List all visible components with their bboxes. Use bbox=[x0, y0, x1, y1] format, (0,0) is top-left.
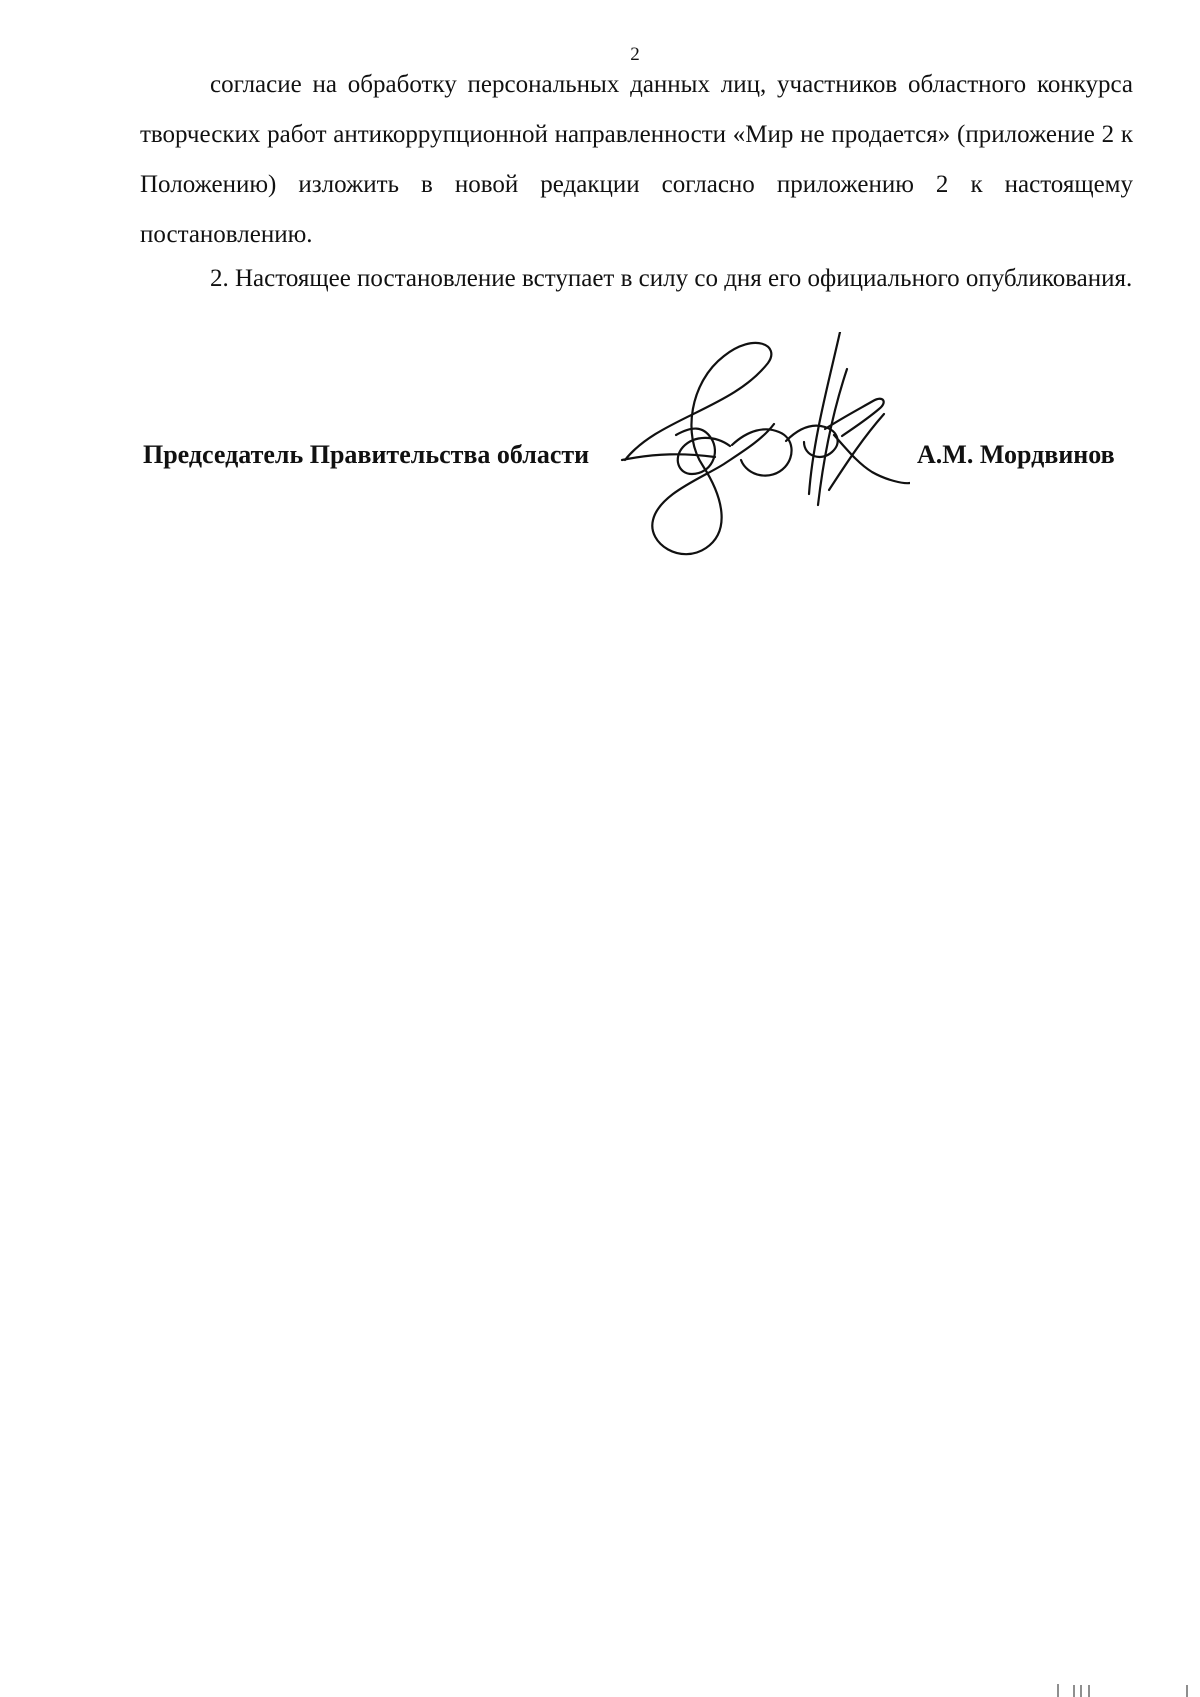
signer-title: Председатель Правительства области bbox=[143, 440, 590, 469]
paragraph-effective-date: 2. Настоящее постановление вступает в силу со дня его официального опубликования. bbox=[210, 265, 1133, 292]
signer-name: А.М. Мордвинов bbox=[917, 440, 1115, 469]
signature-block bbox=[0, 440, 1200, 480]
page-number: 2 bbox=[630, 44, 640, 65]
scan-artifact-marks bbox=[1050, 1670, 1190, 1697]
paragraph-continuation: согласие на обработку персональных данных лиц, участников областного конкурса творческих работ антикоррупционной направленности «Мир не продается» (приложение 2 к Положению) изложить в новой редакции согласно приложению 2 к настоящему постановлению. bbox=[140, 71, 1133, 248]
handwritten-signature bbox=[620, 332, 910, 582]
